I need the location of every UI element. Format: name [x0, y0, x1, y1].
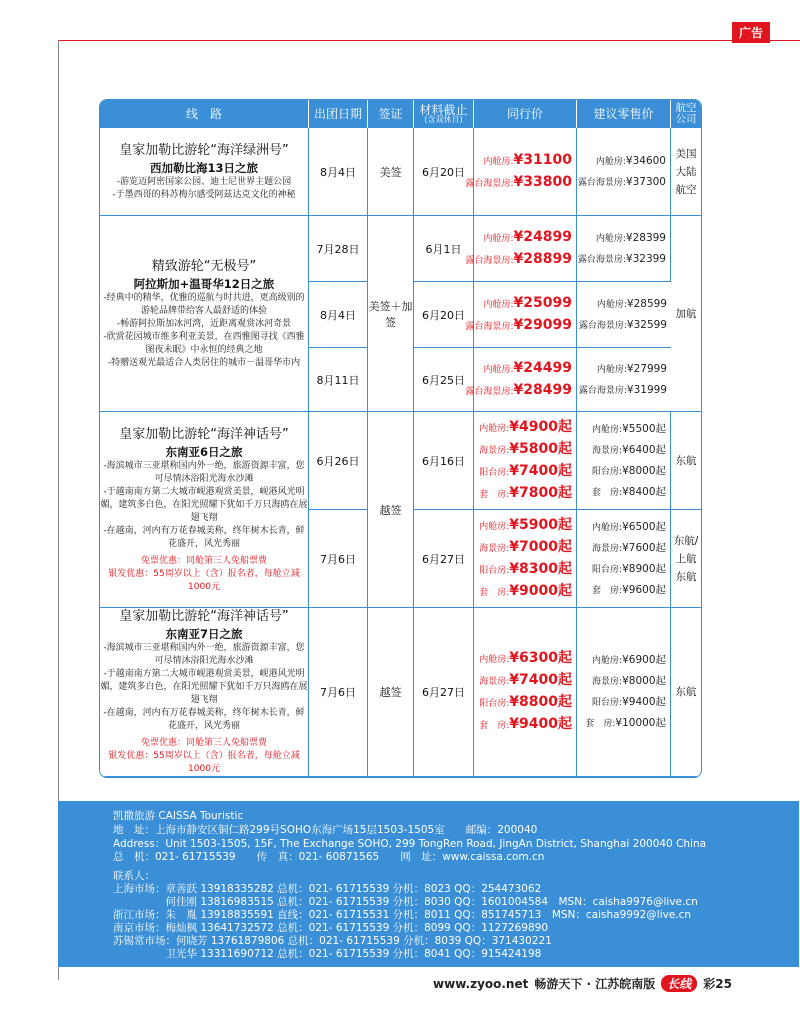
route-highlight: -海滨城市三亚堪称国内外一绝，旅游资源丰富，您可尽情沐浴阳光海水沙滩 [103, 643, 305, 666]
route-cell [100, 412, 309, 608]
retail-price-cell [577, 608, 671, 777]
trade-price-line [474, 714, 576, 736]
retail-price-line [577, 294, 671, 315]
footer-line: 浙江市场：朱 胤 13918835591 直线：021- 61715531 分机：8011 QQ：851745713 MSN：caisha9992@live.cn [113, 909, 692, 921]
header-trade-price: 同行价 [474, 100, 577, 128]
header-airline: 航空公司 [671, 100, 701, 128]
footer-line: 总 机：021- 61715539 传 真：021- 60871565 网 址：www.caissa.com.cn [113, 851, 545, 863]
promo-block [100, 737, 308, 776]
header-visa: 签证 [368, 100, 414, 128]
route-highlight: -于墨西哥的科苏梅尔感受阿兹达克文化的神秘 [112, 189, 296, 200]
visa-type: 越签 [368, 412, 414, 608]
cabin-label: 海景房: [592, 677, 623, 687]
route-highlight: -于越南南方第二大城市岘港观赏美景，岘港风光明媚，建筑多白色，在阳光照耀下犹如千万只海鸥在展翅飞翔 [100, 486, 308, 523]
airline: 东航/上航东航 [671, 510, 701, 608]
deadline-date: 6月27日 [414, 608, 474, 777]
footer-line: 何佳刚 13816983515 总机：021- 61715539 分机：8030 QQ：1601004584 MSN：caisha9976@live.cn [113, 896, 698, 908]
trade-price-line [474, 537, 576, 559]
trade-price-line [474, 483, 576, 505]
retail-price-cell [577, 128, 671, 216]
departure-date: 6月26日 [309, 412, 368, 510]
retail-price-line [577, 713, 670, 734]
price-value: ¥37300 [625, 175, 666, 188]
price-value: ¥6500起 [622, 520, 666, 533]
price-value: ¥5800起 [509, 440, 572, 457]
cabin-label: 阳台房: [479, 565, 510, 576]
ad-tag: 广告 [732, 22, 770, 43]
cabin-label: 内舱房: [596, 299, 627, 310]
cabin-label: 露台海景房: [577, 177, 626, 188]
cabin-label: 套 房: [479, 489, 510, 500]
route-cell [100, 216, 309, 412]
deadline-date: 6月20日 [414, 128, 474, 216]
retail-price-line [577, 671, 670, 692]
promo-line: 银发优惠：55周岁以上（含）报名者，每舱立减1000元 [108, 568, 300, 592]
cabin-label: 露台海景房: [578, 320, 627, 331]
retail-price-line [577, 172, 670, 193]
footer-line: 苏锡常市场：何晓芳 13761879806 总机：021- 61715539 分机：8039 QQ：371430221 [113, 935, 552, 947]
price-value: ¥7600起 [622, 541, 666, 554]
departure-date: 8月4日 [309, 282, 368, 348]
price-value: ¥27999 [626, 362, 667, 375]
table-header-row [100, 100, 701, 128]
cabin-label: 海景房: [592, 543, 623, 554]
airline: 东航 [671, 608, 701, 777]
price-value: ¥7000起 [509, 538, 572, 555]
cabin-label: 海景房: [592, 445, 623, 456]
cabin-label: 内舱房: [592, 522, 623, 533]
trade-price-line [474, 461, 576, 483]
cabin-label: 内舱房: [595, 156, 626, 167]
ship-name: 皇家加勒比游轮“海洋神话号” [119, 609, 289, 624]
trade-price-line [465, 315, 576, 337]
price-value: ¥32599 [626, 318, 667, 331]
cabin-label: 露台海景房: [465, 255, 514, 266]
price-value: ¥24899 [513, 228, 572, 245]
promo-line: 免票优惠：同舱第三人免船票费 [140, 738, 267, 748]
deadline-date: 6月20日 [414, 282, 474, 348]
price-value: ¥32399 [625, 252, 666, 265]
trade-price-line [474, 227, 576, 249]
airline: 加航 [671, 216, 701, 412]
cabin-label: 阳台房: [479, 467, 510, 478]
footer-line: 联系人： [113, 870, 155, 882]
cabin-label: 露台海景房: [465, 178, 514, 189]
cabin-label: 套 房: [592, 585, 623, 596]
section-badge: 长线 [661, 975, 697, 992]
cabin-label: 阳台房: [479, 699, 510, 709]
price-value: ¥28599 [626, 297, 667, 310]
price-value: ¥6400起 [622, 443, 666, 456]
retail-price-cell [577, 216, 671, 282]
contact-footer [58, 801, 799, 967]
cabin-label: 露台海景房: [578, 385, 627, 396]
price-value: ¥7400起 [509, 462, 572, 479]
cabin-label: 内舱房: [479, 423, 510, 434]
trade-price-cell [465, 216, 577, 282]
visa-type: 美签＋加签 [368, 216, 414, 412]
trade-price-cell [474, 510, 577, 608]
price-value: ¥8000起 [622, 464, 666, 477]
retail-price-line [577, 538, 670, 559]
table-row [100, 608, 701, 777]
price-value: ¥7800起 [509, 484, 572, 501]
table-row [100, 128, 701, 216]
departure-date: 7月6日 [309, 608, 368, 777]
price-value: ¥28499 [513, 381, 572, 398]
route-highlight: -海滨城市三亚堪称国内外一绝，旅游资源丰富，您可尽情沐浴阳光海水沙滩 [103, 460, 305, 484]
header-deadline: 材料截止 (含双休日) [414, 100, 474, 128]
trade-price-line [474, 150, 576, 172]
route-highlight: -在越南，河内有万花春城美称，终年树木长青，鲜花盛开，风光秀丽 [103, 708, 305, 731]
cabin-label: 内舱房: [479, 655, 510, 665]
price-value: ¥8400起 [622, 485, 666, 498]
route-highlight: -于越南南方第二大城市岘港观赏美景，岘港风光明媚，建筑多白色，在阳光照耀下犹如千万只海鸥在展翅飞翔 [100, 669, 308, 705]
price-value: ¥25099 [513, 294, 572, 311]
retail-price-line [577, 580, 670, 601]
airline: 东航 [671, 412, 701, 510]
departure-date: 8月4日 [309, 128, 368, 216]
price-value: ¥10000起 [615, 717, 666, 729]
price-value: ¥8300起 [509, 560, 572, 577]
retail-price-line [577, 482, 670, 503]
retail-price-line [577, 559, 670, 580]
price-value: ¥6300起 [509, 650, 572, 666]
cabin-label: 套 房: [479, 587, 510, 598]
itinerary-name: 东南亚6日之旅 [165, 444, 243, 459]
header-route: 线 路 [100, 100, 309, 128]
trade-price-line [474, 670, 576, 692]
departure-date: 7月28日 [309, 216, 368, 282]
price-value: ¥4900起 [509, 418, 572, 435]
route-highlight: -在越南，河内有万花春城美称，终年树木长青，鲜花盛开，风光秀丽 [103, 525, 305, 549]
route-highlight: -游览迈阿密国家公园、迪士尼世界主题公园 [116, 176, 292, 187]
cabin-label: 套 房: [585, 719, 616, 729]
trade-price-line [474, 559, 576, 581]
price-value: ¥8800起 [509, 694, 572, 710]
price-value: ¥5900起 [509, 516, 572, 533]
trade-price-cell [465, 282, 577, 348]
promo-line: 免票优惠：同舱第三人免船票费 [140, 555, 267, 566]
trade-price-line [474, 692, 576, 714]
cabin-label: 内舱房: [592, 424, 623, 435]
cabin-label: 海景房: [479, 445, 510, 456]
trade-price-line [465, 249, 576, 271]
cabin-label: 海景房: [479, 543, 510, 554]
retail-price-line [577, 517, 670, 538]
table-row [100, 412, 701, 510]
trade-price-line [474, 439, 576, 461]
trade-price-line [474, 515, 576, 537]
footer-line: 凯撒旅游 CAISSA Touristic [113, 810, 244, 822]
retail-price-line [577, 151, 670, 172]
price-value: ¥9400起 [509, 716, 572, 732]
price-value: ¥6900起 [622, 654, 666, 666]
retail-price-line [577, 359, 671, 380]
footer-line: 南京市场：梅灿枫 13641732572 总机：021- 61715539 分机：8099 QQ：1127269890 [113, 922, 549, 934]
price-value: ¥9600起 [622, 583, 666, 596]
trade-price-line [474, 648, 576, 670]
price-value: ¥9400起 [622, 696, 666, 708]
cabin-label: 内舱房: [483, 156, 514, 167]
price-value: ¥8900起 [622, 562, 666, 575]
cabin-label: 阳台房: [592, 698, 623, 708]
retail-price-line [577, 249, 670, 270]
route-highlight: -欣赏花园城市维多利亚美景，在西雅图寻找《西雅图夜未眠》中永恒的经典之地 [103, 331, 305, 355]
bottom-bar [433, 975, 732, 992]
deadline-date: 6月1日 [414, 216, 474, 282]
header-retail-price: 建议零售价 [577, 100, 671, 128]
cabin-label: 内舱房: [483, 299, 514, 310]
cabin-label: 内舱房: [479, 521, 510, 532]
table-row [100, 216, 701, 282]
visa-type: 越签 [368, 608, 414, 777]
ship-name: 皇家加勒比游轮“海洋神话号” [119, 426, 289, 442]
promo-line: 银发优惠：55周岁以上（含）报名者，每舱立减1000元 [108, 751, 300, 774]
retail-price-cell [577, 412, 671, 510]
trade-price-line [465, 380, 576, 402]
trade-price-line [474, 417, 576, 439]
retail-price-cell [577, 282, 671, 348]
price-value: ¥5500起 [622, 422, 666, 435]
retail-price-line [577, 315, 671, 336]
retail-price-line [577, 380, 671, 401]
retail-price-line [577, 461, 670, 482]
trade-price-line [474, 358, 576, 380]
departure-date: 8月11日 [309, 348, 368, 412]
deadline-date: 6月25日 [414, 348, 474, 412]
footer-line: 卫光华 13311690712 总机：021- 61715539 分机：8041 QQ：915424198 [113, 948, 542, 960]
cabin-label: 内舱房: [595, 233, 626, 244]
price-value: ¥31999 [626, 383, 667, 396]
itinerary-name: 阿拉斯加+温哥华12日之旅 [133, 276, 275, 291]
footer-line: 地 址：上海市静安区铜仁路299号SOHO东海广场15层1503-1505室 邮编：200040 [113, 824, 538, 836]
table-body [100, 128, 701, 777]
cabin-label: 内舱房: [592, 656, 623, 666]
price-value: ¥34600 [625, 154, 666, 167]
retail-price-line [577, 228, 670, 249]
cabin-label: 露台海景房: [465, 321, 514, 332]
page-number: 彩25 [703, 977, 732, 991]
cabin-label: 内舱房: [483, 233, 514, 244]
cabin-label: 阳台房: [592, 564, 623, 575]
trade-price-line [474, 293, 576, 315]
route-highlight: -畅游阿拉斯加冰河湾，近距离观赏冰河奇景 [116, 318, 292, 329]
cabin-label: 套 房: [592, 487, 623, 498]
ship-name: 精致游轮“无极号” [151, 258, 257, 274]
price-value: ¥28399 [625, 231, 666, 244]
site-url[interactable]: www.zyoo.net [433, 976, 529, 991]
route-cell [100, 128, 309, 216]
trade-price-cell [474, 608, 577, 777]
cabin-label: 阳台房: [592, 466, 623, 477]
slogan: 畅游天下 · 江苏皖南版 [534, 977, 656, 991]
price-value: ¥28899 [513, 250, 572, 267]
retail-price-cell [577, 510, 671, 608]
cabin-label: 套 房: [479, 721, 510, 731]
retail-price-line [577, 440, 670, 461]
promo-block [100, 555, 308, 594]
itinerary-name: 西加勒比海13日之旅 [149, 160, 258, 175]
trade-price-cell [465, 348, 577, 412]
retail-price-cell [577, 348, 671, 412]
cabin-label: 内舱房: [596, 364, 627, 375]
header-date: 出团日期 [309, 100, 368, 128]
cabin-label: 露台海景房: [465, 386, 514, 397]
cabin-label: 海景房: [479, 677, 510, 687]
trade-price-line [474, 581, 576, 603]
price-value: ¥29099 [513, 316, 572, 333]
trade-price-cell [465, 128, 577, 216]
cabin-label: 露台海景房: [577, 254, 626, 265]
price-value: ¥24499 [513, 359, 572, 376]
retail-price-line [577, 650, 670, 671]
trade-price-line [465, 172, 576, 194]
route-highlight: -特赠送观光最适合人类居住的城市－温哥华市内 [107, 357, 301, 368]
retail-price-line [577, 692, 670, 713]
route-highlight: -经典中的精华，优雅的巡航与时共进，更高级别的游轮品牌带给客人最舒适的体验 [103, 292, 305, 316]
trade-price-cell [474, 412, 577, 510]
price-value: ¥8000起 [622, 675, 666, 687]
route-cell [100, 608, 309, 777]
cabin-label: 内舱房: [483, 364, 514, 375]
itinerary-name: 东南亚7日之旅 [165, 627, 243, 641]
price-value: ¥9000起 [509, 582, 572, 599]
price-value: ¥31100 [513, 151, 572, 168]
price-value: ¥33800 [513, 173, 572, 190]
airline: 美国大陆航空 [671, 128, 701, 216]
ship-name: 皇家加勒比游轮“海洋绿洲号” [119, 142, 289, 158]
price-value: ¥7400起 [509, 672, 572, 688]
visa-type: 美签 [368, 128, 414, 216]
deadline-date: 6月16日 [414, 412, 474, 510]
footer-line: 上海市场：章善跃 13918335282 总机：021- 61715539 分机：8023 QQ：254473062 [113, 883, 542, 895]
deadline-date: 6月27日 [414, 510, 474, 608]
tour-table [99, 99, 702, 778]
footer-line: Address：Unit 1503-1505, 15F, The Exchange SOHO, 299 TongRen Road, JingAn District, Shanghai 200040 China [113, 838, 707, 850]
retail-price-line [577, 419, 670, 440]
departure-date: 7月6日 [309, 510, 368, 608]
